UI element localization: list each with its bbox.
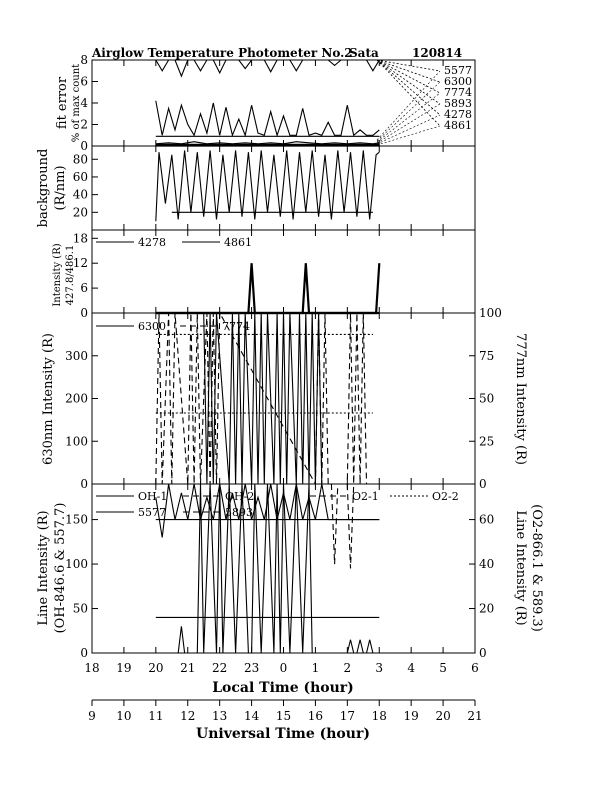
local-time-tick-label: 20	[148, 661, 164, 675]
universal-time-tick-label: 13	[212, 709, 228, 723]
local-time-tick-label: 23	[243, 661, 260, 675]
chart-station: Sata	[349, 46, 379, 60]
fit-error-ylabel-units: % of max count	[71, 63, 82, 143]
universal-time-tick-label: 20	[435, 709, 451, 723]
background-ylabel: background	[36, 148, 51, 228]
universal-time-tick-label: 14	[243, 709, 260, 723]
axis-ticks	[65, 53, 502, 723]
blue-intensity-ylabel-lines: 427.8/486.1	[65, 244, 76, 306]
local-time-xlabel: Local Time (hour)	[212, 680, 354, 696]
fit-error-ylabel: fit error	[55, 76, 70, 130]
universal-time-tick-label: 16	[307, 709, 324, 723]
blue_intensity-series-4278	[156, 263, 379, 313]
fit-error-leader-lower	[377, 82, 440, 141]
fit-error-label-5893: 5893	[444, 97, 472, 110]
fit_error-ytick-label-left: 2	[80, 117, 88, 132]
fit-error-leader-lower	[377, 126, 440, 145]
red_intensity-series-6300	[204, 313, 322, 484]
fit_error-ytick-label-left: 6	[80, 74, 88, 89]
fit_error-ytick-label-left: 8	[80, 53, 88, 67]
legend-5893-label: 5893	[225, 506, 253, 519]
legend-5577-label: 5577	[138, 506, 166, 519]
background-ytick-label-left: 80	[72, 152, 88, 167]
fit-error-label-7774: 7774	[444, 86, 472, 99]
local-time-tick-label: 2	[343, 661, 352, 675]
red_intensity-ytick-label-left: 0	[80, 477, 88, 491]
fit-error-leader	[377, 60, 440, 104]
red-intensity-ylabel-left: 630nm Intensity (R)	[41, 333, 56, 465]
universal-time-tick-label: 9	[88, 709, 96, 723]
red-intensity-ylabel-right: 777nm Intensity (R)	[513, 333, 528, 465]
line_intensity-ytick-label-left: 0	[80, 646, 88, 660]
local-time-tick-label: 5	[439, 661, 447, 675]
fit-error-leader-lower	[377, 104, 440, 143]
legend-o21-label: O2-1	[352, 490, 379, 503]
universal-time-tick-label: 18	[371, 709, 387, 723]
blue_intensity-ytick-label-left: 12	[72, 256, 88, 271]
universal-time-tick-label: 11	[148, 709, 164, 723]
line_intensity-ytick-label-right: 0	[479, 646, 487, 660]
local-time-tick-label: 21	[180, 661, 196, 675]
blue_intensity-ytick-label-left: 6	[80, 281, 88, 296]
red_intensity-ytick-label-left: 200	[65, 391, 88, 406]
fit-error-leader-lower	[377, 71, 440, 140]
background-ylabel-units: (R/nm)	[53, 165, 68, 211]
universal-time-tick-label: 21	[467, 709, 483, 723]
annotations	[96, 60, 472, 519]
data-series	[156, 60, 379, 653]
local-time-tick-label: 19	[116, 661, 132, 675]
legend-7774-label: 7774	[222, 320, 250, 333]
background-ytick-label-left: 40	[72, 187, 88, 202]
local-time-tick-label: 0	[279, 661, 288, 675]
fit-error-label-5577: 5577	[444, 64, 472, 77]
universal-time-tick-label: 12	[180, 709, 196, 723]
fit_error-series-5577	[156, 60, 379, 76]
local-time-tick-label: 3	[375, 661, 384, 675]
universal-time-tick-label: 10	[116, 709, 132, 723]
red_intensity-ytick-label-right: 25	[479, 434, 495, 449]
legend-4861-label: 4861	[224, 236, 252, 249]
red_intensity-ytick-label-left: 100	[65, 434, 88, 449]
local-time-tick-label: 18	[84, 661, 100, 675]
red_intensity-ytick-label-right: 75	[479, 348, 495, 363]
red_intensity-ytick-label-right: 0	[479, 477, 487, 491]
fit-error-label-4861: 4861	[444, 119, 472, 132]
red_intensity-ytick-label-right: 100	[479, 306, 502, 320]
fit-error-leader-lower	[377, 93, 440, 142]
fit_error-ytick-label-left: 0	[80, 139, 88, 153]
local-time-tick-label: 4	[407, 661, 415, 675]
line_intensity-ytick-label-right: 60	[479, 512, 495, 527]
red_intensity-ytick-label-right: 50	[479, 391, 495, 406]
background-series-line-0	[156, 150, 379, 221]
line-intensity-ylabel-left: Line Intensity (R)	[36, 510, 51, 626]
line-intensity-ylabel-right-lines: (O2-866.1 & 589.3)	[529, 504, 544, 632]
blue_intensity-ytick-label-left: 18	[72, 231, 88, 246]
fit-error-leader	[377, 60, 440, 115]
line-intensity-ylabel-right: Line Intensity (R)	[513, 510, 528, 626]
fit_error-ytick-label-left: 4	[80, 96, 88, 110]
legend-o22-label: O2-2	[432, 490, 459, 503]
line-intensity-ylabel-left-lines: (OH-846.6 & 557.7)	[53, 502, 68, 634]
background-ytick-label-left: 20	[72, 205, 88, 220]
panel-frame-fit_error	[92, 60, 475, 146]
line_intensity-ytick-label-left: 50	[72, 601, 88, 616]
line_intensity-series-line-6	[156, 626, 379, 653]
local-time-tick-label: 6	[471, 661, 479, 675]
blue-intensity-ylabel: Intensity (R)	[52, 243, 63, 307]
background-ytick-label-left: 60	[72, 169, 88, 184]
legend-4278-label: 4278	[138, 236, 166, 249]
local-time-tick-label: 1	[311, 661, 320, 675]
local-time-tick-label: 22	[212, 661, 228, 675]
fit-error-leader	[377, 60, 440, 82]
universal-time-tick-label: 17	[339, 709, 355, 723]
universal-time-tick-label: 15	[275, 709, 292, 723]
blue_intensity-ytick-label-left: 0	[80, 306, 88, 320]
legend-oh1-label: OH-1	[138, 490, 168, 503]
line_intensity-ytick-label-left: 100	[65, 557, 88, 572]
chart-title: Airglow Temperature Photometer No.2	[92, 46, 353, 60]
line_intensity-ytick-label-left: 150	[65, 512, 88, 527]
line_intensity-ytick-label-right: 20	[479, 601, 495, 616]
fit-error-label-4278: 4278	[444, 108, 472, 121]
legend-oh2-label: OH-2	[225, 490, 255, 503]
red_intensity-ytick-label-left: 300	[65, 348, 88, 363]
fit-error-leader	[377, 60, 440, 126]
universal-time-tick-label: 19	[403, 709, 419, 723]
line_intensity-ytick-label-right: 40	[479, 557, 495, 572]
fit-error-leader-lower	[377, 115, 440, 144]
fit-error-label-6300: 6300	[444, 75, 472, 88]
chart-date: 120814	[412, 46, 463, 60]
fit-error-leader	[377, 60, 440, 93]
universal-time-xlabel: Universal Time (hour)	[196, 726, 370, 742]
legend-6300-label: 6300	[138, 320, 166, 333]
fit_error-series-5893	[156, 142, 379, 144]
fit_error-series-6300	[156, 101, 379, 136]
